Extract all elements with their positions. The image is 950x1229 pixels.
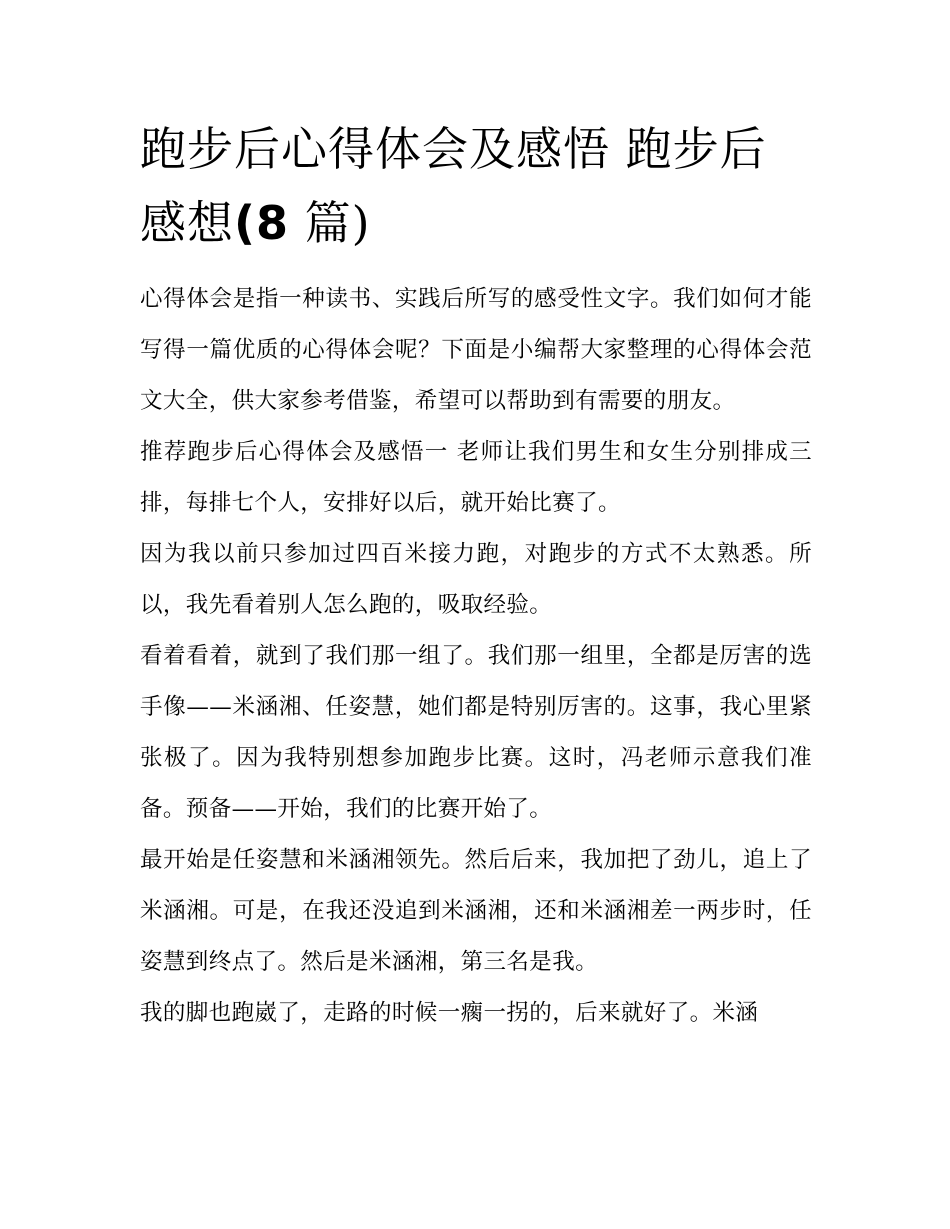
paragraph-1: 推荐跑步后心得体会及感悟一 老师让我们男生和女生分别排成三排，每排七个人，安排好以后，就开始比赛了。 — [140, 439, 812, 516]
document-title — [140, 112, 812, 260]
paragraph-3: 看着看着，就到了我们那一组了。我们那一组里，全都是厉害的选手像——米涵湘、任姿慧，她们都是特别厉害的。这事，我心里紧张极了。因为我特别想参加跑步比赛。这时，冯老师示意我们准备。预备——开始，我们的比赛开始了。 — [140, 643, 812, 822]
title-text: 跑步后心得体会及感悟 跑步后感想 — [140, 122, 767, 250]
title-suffix: 篇) — [289, 196, 371, 250]
paragraph-4: 最开始是任姿慧和米涵湘领先。然后后来，我加把了劲儿，追上了米涵湘。可是，在我还没追到米涵湘，还和米涵湘差一两步时，任姿慧到终点了。然后是米涵湘，第三名是我。 — [140, 847, 812, 975]
paragraph-2: 因为我以前只参加过四百米接力跑，对跑步的方式不太熟悉。所以，我先看着别人怎么跑的，吸取经验。 — [140, 541, 812, 618]
paragraph-5: 我的脚也跑崴了，走路的时候一瘸一拐的，后来就好了。米涵 — [140, 1000, 759, 1026]
title-number: (8 — [234, 196, 290, 250]
paragraph-intro: 心得体会是指一种读书、实践后所写的感受性文字。我们如何才能写得一篇优质的心得体会呢？下面是小编帮大家整理的心得体会范文大全，供大家参考借鉴，希望可以帮助到有需要的朋友。 — [140, 286, 812, 414]
document-page — [140, 112, 812, 1039]
